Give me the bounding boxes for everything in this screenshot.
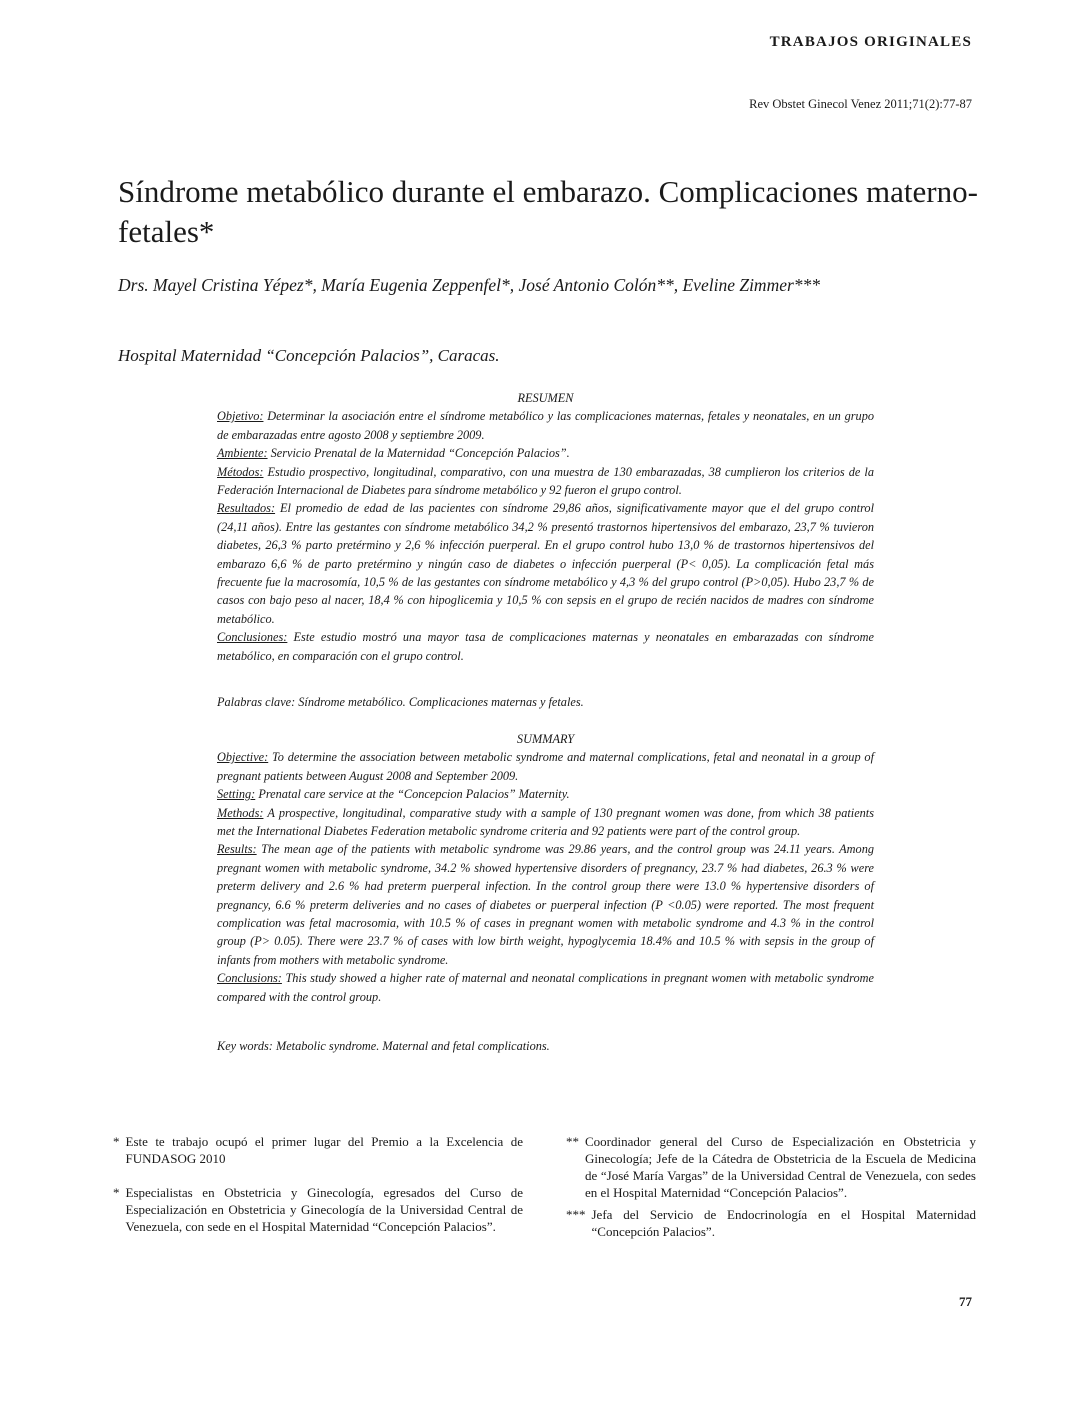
author-list: Drs. Mayel Cristina Yépez*, María Eugenia Zeppenfel*, José Antonio Colón**, Eveline Zimmer***	[118, 275, 821, 295]
affiliation: Hospital Maternidad “Concepción Palacios”, Caracas.	[118, 346, 500, 365]
article-title: Síndrome metabólico durante el embarazo. Complicaciones materno-fetales*	[118, 174, 978, 249]
summary-heading: SUMMARY	[516, 732, 575, 746]
metodos-text: Estudio prospectivo, longitudinal, comparativo, con una muestra de 130 embarazadas, 38 cumplieron los criterios de la Federación Internacional de Diabetes para síndrome metabólico y 92 fueron el grupo control.	[217, 464, 874, 498]
results-text: The mean age of the patients with metabolic syndrome was 29.86 years, and the control group was 24.11 years. Among pregnant women with metabolic syndrome, 34.2 % showed hypertensive disorders of pregnancy, 23.7 % had diabetes, 26.3 % were preterm delivery and 2.6 % had preterm puerperal infection. In the control group there were 13.0 % hypertensive disorders of pregnancy, 6.6 % preterm deliveries and no cases of diabetes or puerperal infection (P <0.05) were reported. The most frequent complication was fetal macrosomia, with 10.5 % of cases in pregnant women with metabolic syndrome and 4.3 % in the control group (P> 0.05). There were 23.7 % of cases with low birth weight, hypoglycemia 18.4% and 10.5 % with sepsis in the group of infants from mothers with metabolic syndrome.	[217, 842, 874, 967]
conclusiones-text: Este estudio mostró una mayor tasa de complicaciones maternas y neonatales en embarazadas con síndrome metabólico, en comparación con el grupo control.	[217, 630, 874, 663]
footnote-text: Jefa del Servicio de Endocrinología en el Hospital Maternidad “Concepción Palacios”.	[591, 1207, 976, 1239]
resumen-ambiente	[217, 444, 874, 462]
summary-setting	[217, 785, 874, 803]
objective-text: To determine the association between metabolic syndrome and maternal complications, fetal and neonatal in a group of pregnant patients between August 2008 and September 2009.	[217, 750, 874, 783]
summary-results	[217, 840, 874, 969]
objetivo-label: Objetivo:	[217, 409, 264, 424]
resumen-abstract	[217, 389, 874, 665]
section-label: TRABAJOS ORIGINALES	[769, 34, 972, 50]
footnotes-left	[113, 1133, 523, 1252]
summary-methods	[217, 804, 874, 841]
journal-citation: Rev Obstet Ginecol Venez 2011;71(2):77-87	[749, 97, 972, 111]
footnote	[566, 1133, 976, 1201]
footnote-text: Este te trabajo ocupó el primer lugar del Premio a la Excelencia de FUNDASOG 2010	[125, 1134, 523, 1166]
summary-conclusions	[217, 969, 874, 1006]
footnote-text: Especialistas en Obstetricia y Ginecología, egresados del Curso de Especialización en Obstetricia y Ginecología de la Universidad Central de Venezuela, con sede en el Hospital Maternidad “Concepción Palacios”.	[125, 1185, 523, 1234]
setting-label: Setting:	[217, 787, 256, 802]
footnote-text: Coordinador general del Curso de Especialización en Obstetricia y Ginecología; Jefe de la Cátedra de Obstetricia de la Escuela de Medicina de “José María Vargas” de la Universidad Central de Venezuela, con sedes en el Hospital Maternidad “Concepción Palacios”.	[585, 1134, 976, 1200]
resultados-label: Resultados:	[217, 501, 276, 516]
footnote	[113, 1184, 523, 1235]
key-words: Key words: Metabolic syndrome. Maternal and fetal complications.	[217, 1039, 550, 1053]
ambiente-label: Ambiente:	[217, 446, 268, 461]
footnote-mark: ***	[566, 1207, 586, 1222]
conclusiones-label: Conclusiones:	[217, 630, 288, 645]
methods-text: A prospective, longitudinal, comparative study with a sample of 130 pregnant women was done, from which 38 patients met the International Diabetes Federation metabolic syndrome criteria and 92 patients were part of the control group.	[217, 805, 874, 839]
summary-objective	[217, 748, 874, 785]
setting-text: Prenatal care service at the “Concepcion Palacios” Maternity.	[255, 787, 570, 802]
footnote-mark: *	[113, 1134, 120, 1149]
page-number: 77	[959, 1294, 972, 1309]
methods-label: Methods:	[217, 805, 264, 820]
results-label: Results:	[217, 842, 257, 857]
metodos-label: Métodos:	[217, 464, 264, 479]
footnote	[113, 1133, 523, 1167]
resumen-heading: RESUMEN	[517, 391, 574, 405]
resumen-resultados	[217, 499, 874, 628]
resumen-objetivo	[217, 407, 874, 444]
footnote-mark: **	[566, 1134, 579, 1149]
footnotes-right	[566, 1133, 976, 1257]
ambiente-text: Servicio Prenatal de la Maternidad “Concepción Palacios”.	[267, 446, 570, 461]
objective-label: Objective:	[217, 750, 269, 765]
footnote	[566, 1206, 976, 1240]
objetivo-text: Determinar la asociación entre el síndrome metabólico y las complicaciones maternas, fetales y neonatales, en un grupo de embarazadas entre agosto 2008 y septiembre 2009.	[217, 409, 874, 442]
resumen-metodos	[217, 463, 874, 500]
summary-abstract	[217, 730, 874, 1006]
conclusions-text: This study showed a higher rate of maternal and neonatal complications in pregnant women with metabolic syndrome compared with the control group.	[217, 971, 874, 1004]
resultados-text: El promedio de edad de las pacientes con síndrome 29,86 años, significativamente mayor que el del grupo control (24,11 años). Entre las gestantes con síndrome metabólico 34,2 % presentó trastornos hipertensivos del embarazo, 23,7 % tuvieron diabetes, 26,3 % parto pretérmino y 2,6 % infección puerperal. En el grupo control hubo 13,0 % de trastornos hipertensivos del embarazo 6,6 % de parto pretérmino y ningún caso de diabetes o infección puerperal (P< 0,05). La complicación fetal más frecuente fue la macrosomía, 10,5 % de las gestantes con síndrome metabólico y 4,3 % del grupo control (P>0,05). Hubo 23,7 % de casos con bajo peso al nacer, 18,4 % con hipoglicemia y 10,5 % con sepsis en el grupo de recién nacidos de madres con síndrome metabólico.	[217, 501, 874, 626]
footnote-mark: *	[113, 1185, 120, 1200]
conclusions-label: Conclusions:	[217, 971, 282, 986]
palabras-clave: Palabras clave: Síndrome metabólico. Complicaciones maternas y fetales.	[217, 695, 584, 709]
resumen-conclusiones	[217, 628, 874, 665]
